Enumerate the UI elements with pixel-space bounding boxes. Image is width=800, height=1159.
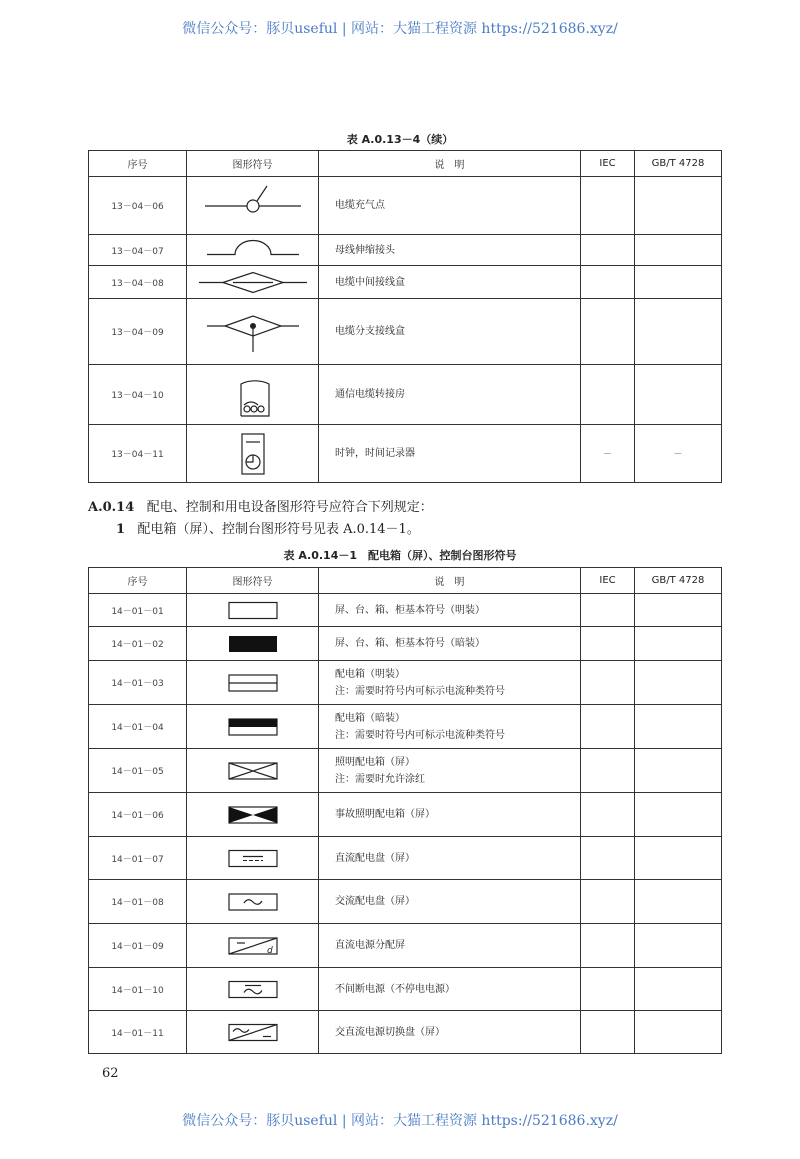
row-desc-text: 照明配电箱（屏）: [335, 756, 415, 768]
row-iec: [581, 837, 635, 880]
table-row: [89, 235, 722, 266]
table1-caption: 表 A.0.13－4（续）: [346, 133, 454, 146]
box-exposed-icon: [187, 661, 319, 705]
row-code: 14－01－09: [89, 924, 187, 968]
table-row: [89, 968, 722, 1011]
row-desc-text: 不间断电源（不停电电源）: [335, 983, 455, 995]
row-description: [319, 924, 581, 968]
panel-concealed-icon: [187, 627, 319, 661]
table-row: [89, 880, 722, 924]
section-item: [116, 518, 420, 537]
row-description: 母线伸缩接头: [319, 235, 581, 266]
row-iec: [581, 705, 635, 749]
ups-icon: [187, 968, 319, 1011]
section-number: A.0.14: [88, 500, 135, 515]
row-description: 电缆中间接线盒: [319, 266, 581, 299]
row-code: 13－04－11: [89, 425, 187, 483]
row-code: 13－04－10: [89, 365, 187, 425]
row-gb: [635, 266, 722, 299]
row-iec: [581, 793, 635, 837]
row-iec: [581, 661, 635, 705]
row-gb: [635, 749, 722, 793]
row-description: [319, 749, 581, 793]
row-gb: [635, 968, 722, 1011]
item-text: 配电箱（屏）、控制台图形符号见表 A.0.14－1。: [137, 522, 420, 537]
cable-transfer-room-icon: [187, 365, 319, 425]
table-header: [89, 568, 722, 594]
row-iec: [581, 880, 635, 924]
row-gb: [635, 924, 722, 968]
table-row: [89, 266, 722, 299]
row-code: 14－01－08: [89, 880, 187, 924]
row-gb: [635, 627, 722, 661]
table-row: [89, 705, 722, 749]
header-seq: 序号: [89, 568, 187, 594]
cable-junction-box-icon: [187, 266, 319, 299]
row-code: 14－01－07: [89, 837, 187, 880]
row-code: 13－04－07: [89, 235, 187, 266]
row-note: 注：需要时符号内可标示电流种类符号: [335, 685, 505, 697]
header-symbol: 图形符号: [187, 568, 319, 594]
row-code: 13－04－08: [89, 266, 187, 299]
watermark-top: 微信公众号：豚贝useful | 网站：大猫工程资源 https://521686.xyz/: [182, 21, 618, 37]
table-a-0-13-4: [88, 150, 722, 483]
row-desc-text: 屏、台、箱、柜基本符号（暗装）: [335, 638, 485, 649]
row-desc-text: 配电箱（暗装）: [335, 712, 405, 724]
section-text: 配电、控制和用电设备图形符号应符合下列规定：: [146, 500, 433, 515]
row-gb: [635, 299, 722, 365]
row-description: [319, 594, 581, 627]
row-desc-text: 屏、台、箱、柜基本符号（明装）: [335, 604, 485, 616]
row-code: 13－04－06: [89, 177, 187, 235]
row-description: [319, 705, 581, 749]
row-description: 通信电缆转接房: [319, 365, 581, 425]
table-row: [89, 594, 722, 627]
header-gb: GB/T 4728: [635, 568, 722, 594]
row-description: [319, 837, 581, 880]
row-desc-text: 配电箱（明装）: [335, 668, 405, 680]
row-iec: [581, 968, 635, 1011]
row-gb: [635, 880, 722, 924]
row-note: 注：需要时符号内可标示电流种类符号: [335, 729, 505, 741]
row-description: 时钟，时间记录器: [319, 425, 581, 483]
table-row: [89, 365, 722, 425]
cable-gas-point-icon: [187, 177, 319, 235]
page-number: 62: [102, 1066, 119, 1081]
lighting-box-icon: [187, 749, 319, 793]
ac-panel-icon: [187, 880, 319, 924]
row-iec: [581, 924, 635, 968]
row-desc-text: 交流配电盘（屏）: [335, 896, 415, 907]
row-description: [319, 627, 581, 661]
row-gb: [635, 837, 722, 880]
row-description: [319, 793, 581, 837]
table-row: [89, 661, 722, 705]
row-gb: [635, 594, 722, 627]
row-iec: [581, 594, 635, 627]
row-gb: [635, 235, 722, 266]
table-row: [89, 1011, 722, 1054]
table-row: [89, 749, 722, 793]
row-iec: [581, 177, 635, 235]
ac-dc-switch-icon: [187, 1011, 319, 1054]
row-note: 注：需要时允许涂红: [335, 773, 425, 785]
watermark-bottom: 微信公众号：豚贝useful | 网站：大猫工程资源 https://521686.xyz/: [182, 1113, 618, 1129]
table-header: [89, 151, 722, 177]
row-gb: [635, 177, 722, 235]
table-row: [89, 793, 722, 837]
table-row: [89, 837, 722, 880]
row-description: 电缆充气点: [319, 177, 581, 235]
row-desc-text: 事故照明配电箱（屏）: [335, 809, 435, 820]
row-iec: [581, 627, 635, 661]
row-code: 14－01－11: [89, 1011, 187, 1054]
row-desc-text: 直流配电盘（屏）: [335, 852, 415, 864]
table2-caption: 表 A.0.14－1 配电箱（屏）、控制台图形符号: [283, 549, 517, 562]
box-concealed-icon: [187, 705, 319, 749]
header-desc: 说 明: [319, 151, 581, 177]
emergency-box-icon: [187, 793, 319, 837]
row-code: 13－04－09: [89, 299, 187, 365]
row-iec: －: [581, 425, 635, 483]
row-iec: [581, 266, 635, 299]
row-code: 14－01－03: [89, 661, 187, 705]
row-gb: [635, 661, 722, 705]
table-row: [89, 299, 722, 365]
row-description: [319, 661, 581, 705]
header-symbol: 图形符号: [187, 151, 319, 177]
row-gb: －: [635, 425, 722, 483]
header-iec: IEC: [581, 568, 635, 594]
row-code: 14－01－05: [89, 749, 187, 793]
item-number: 1: [116, 522, 126, 537]
row-code: 14－01－06: [89, 793, 187, 837]
dc-panel-icon: [187, 837, 319, 880]
row-code: 14－01－10: [89, 968, 187, 1011]
row-iec: [581, 749, 635, 793]
table-a-0-14-1: [88, 567, 722, 1054]
row-description: 电缆分支接线盒: [319, 299, 581, 365]
table-row: [89, 924, 722, 968]
row-gb: [635, 365, 722, 425]
row-iec: [581, 299, 635, 365]
row-desc-text: 交直流电源切换盘（屏）: [335, 1026, 445, 1038]
row-code: 14－01－04: [89, 705, 187, 749]
row-gb: [635, 705, 722, 749]
cable-branch-box-icon: [187, 299, 319, 365]
clock-icon: [187, 425, 319, 483]
header-desc: 说 明: [319, 568, 581, 594]
header-seq: 序号: [89, 151, 187, 177]
panel-exposed-icon: [187, 594, 319, 627]
row-gb: [635, 793, 722, 837]
header-gb: GB/T 4728: [635, 151, 722, 177]
table-row: [89, 627, 722, 661]
section-heading: [88, 496, 433, 515]
row-gb: [635, 1011, 722, 1054]
row-iec: [581, 235, 635, 266]
row-description: [319, 880, 581, 924]
row-description: [319, 968, 581, 1011]
row-desc-text: 直流电源分配屏: [335, 940, 405, 951]
row-iec: [581, 1011, 635, 1054]
row-code: 14－01－01: [89, 594, 187, 627]
busbar-expansion-joint-icon: [187, 235, 319, 266]
header-iec: IEC: [581, 151, 635, 177]
table-row: [89, 177, 722, 235]
row-code: 14－01－02: [89, 627, 187, 661]
table-row: [89, 425, 722, 483]
row-description: [319, 1011, 581, 1054]
svg-text:d: d: [267, 945, 273, 956]
row-iec: [581, 365, 635, 425]
dc-distribution-icon: [187, 924, 319, 968]
